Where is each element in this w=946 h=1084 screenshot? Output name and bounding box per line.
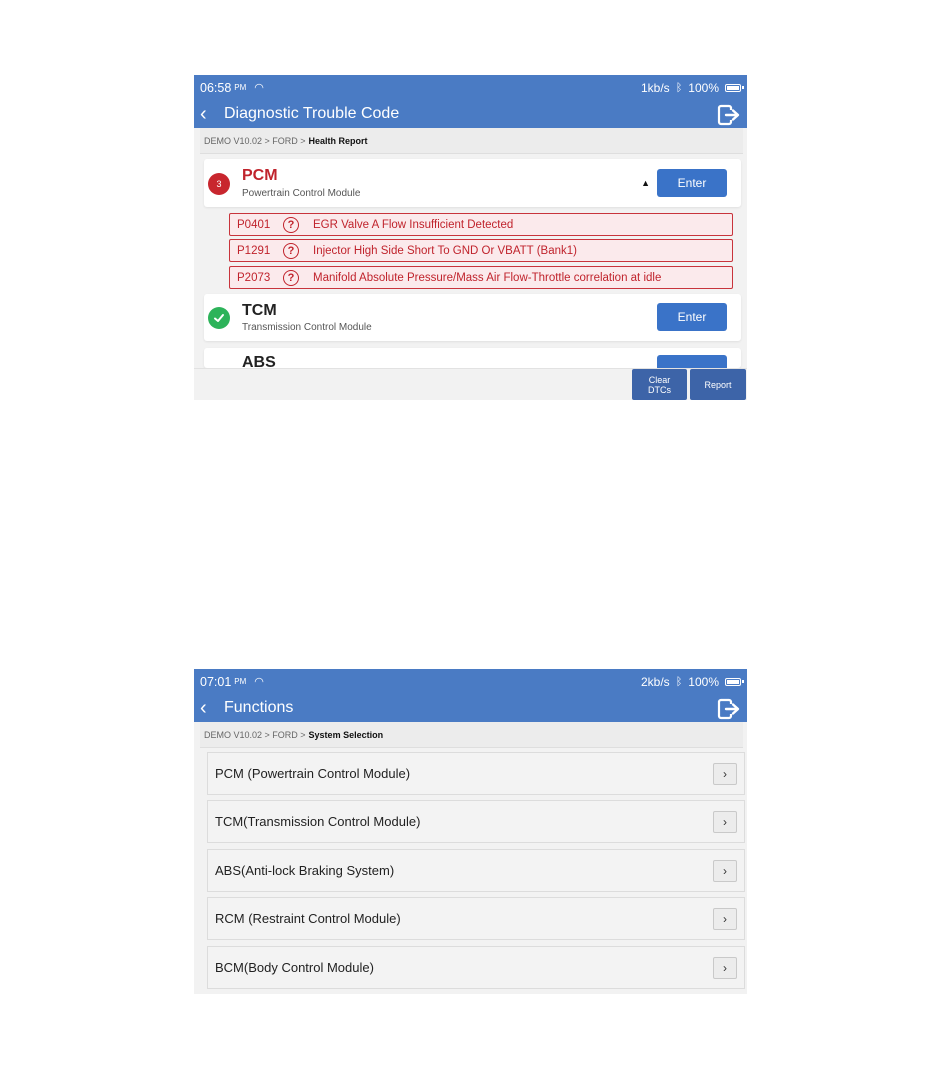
status-time: 07:01 [200,674,232,689]
chevron-right-icon[interactable]: › [713,763,737,785]
help-icon[interactable]: ? [283,217,299,233]
module-name: ABS [242,354,276,368]
enter-button[interactable]: Enter [657,169,727,197]
functions-screen [194,669,747,994]
dtc-code: P2073 [237,271,271,284]
battery-icon [725,678,741,686]
check-icon [208,307,230,329]
enter-button[interactable] [657,355,727,368]
dtc-row[interactable] [229,213,733,236]
help-icon[interactable]: ? [283,243,299,259]
chevron-right-icon[interactable]: › [713,957,737,979]
status-time: 06:58 [200,80,232,95]
wifi-icon: ◠ [254,676,264,688]
battery-icon [725,84,741,92]
system-item-tcm[interactable] [207,800,745,843]
module-name: PCM [242,167,278,184]
module-card-abs [204,348,741,368]
clear-label-2: DTCs [648,384,671,395]
back-arrow-icon[interactable]: ‹ [200,697,207,719]
breadcrumb [200,722,743,748]
dtc-row[interactable] [229,239,733,262]
status-bar [194,669,747,694]
exit-icon[interactable] [717,698,741,718]
module-desc: Transmission Control Module [242,322,372,333]
system-item-rcm[interactable] [207,897,745,940]
clear-dtcs-button[interactable] [632,369,687,400]
system-item-bcm[interactable] [207,946,745,989]
battery-level: 100% [688,674,719,689]
clear-label-1: Clear [648,374,671,385]
breadcrumb-current: System Selection [308,729,384,740]
breadcrumb-current: Health Report [308,135,368,146]
report-button[interactable]: Report [690,369,746,400]
system-item-pcm[interactable] [207,752,745,795]
exit-icon[interactable] [717,104,741,124]
network-speed: 1kb/s [641,80,670,95]
dtc-screen [194,75,747,400]
dtc-text: Injector High Side Short To GND Or VBATT (Bank1) [313,244,577,257]
chevron-right-icon[interactable]: › [713,811,737,833]
system-item-label: ABS(Anti-lock Braking System) [215,863,395,878]
wifi-icon: ◠ [254,82,264,94]
breadcrumb-path: DEMO V10.02 > FORD > [204,135,306,146]
title-bar [194,100,747,128]
system-item-label: RCM (Restraint Control Module) [215,911,401,926]
dtc-text: Manifold Absolute Pressure/Mass Air Flow-Throttle correlation at idle [313,271,662,284]
status-ampm: PM [234,677,247,686]
bottom-bar [194,368,747,400]
bluetooth-icon: ᛒ [675,675,683,688]
module-card-tcm [204,294,741,341]
back-arrow-icon[interactable]: ‹ [200,103,207,125]
chevron-right-icon[interactable]: › [713,860,737,882]
network-speed: 2kb/s [641,674,670,689]
dtc-text: EGR Valve A Flow Insufficient Detected [313,218,514,231]
module-name: TCM [242,302,277,319]
system-item-abs[interactable] [207,849,745,892]
dtc-code: P0401 [237,218,271,231]
chevron-right-icon[interactable]: › [713,908,737,930]
module-desc: Powertrain Control Module [242,188,361,199]
system-item-label: BCM(Body Control Module) [215,960,374,975]
status-bar [194,75,747,100]
system-item-label: PCM (Powertrain Control Module) [215,766,411,781]
dtc-count-badge: 3 [208,173,230,195]
system-item-label: TCM(Transmission Control Module) [215,814,421,829]
bluetooth-icon: ᛒ [675,81,683,94]
page-title: Functions [224,699,294,716]
page-title: Diagnostic Trouble Code [224,105,400,122]
title-bar [194,694,747,722]
dtc-row[interactable] [229,266,733,289]
status-ampm: PM [234,83,247,92]
collapse-caret-icon[interactable]: ▲ [641,178,650,188]
dtc-code: P1291 [237,244,271,257]
battery-level: 100% [688,80,719,95]
help-icon[interactable]: ? [283,270,299,286]
module-card-pcm [204,159,741,207]
breadcrumb-path: DEMO V10.02 > FORD > [204,729,306,740]
breadcrumb [200,128,743,154]
enter-button[interactable]: Enter [657,303,727,331]
